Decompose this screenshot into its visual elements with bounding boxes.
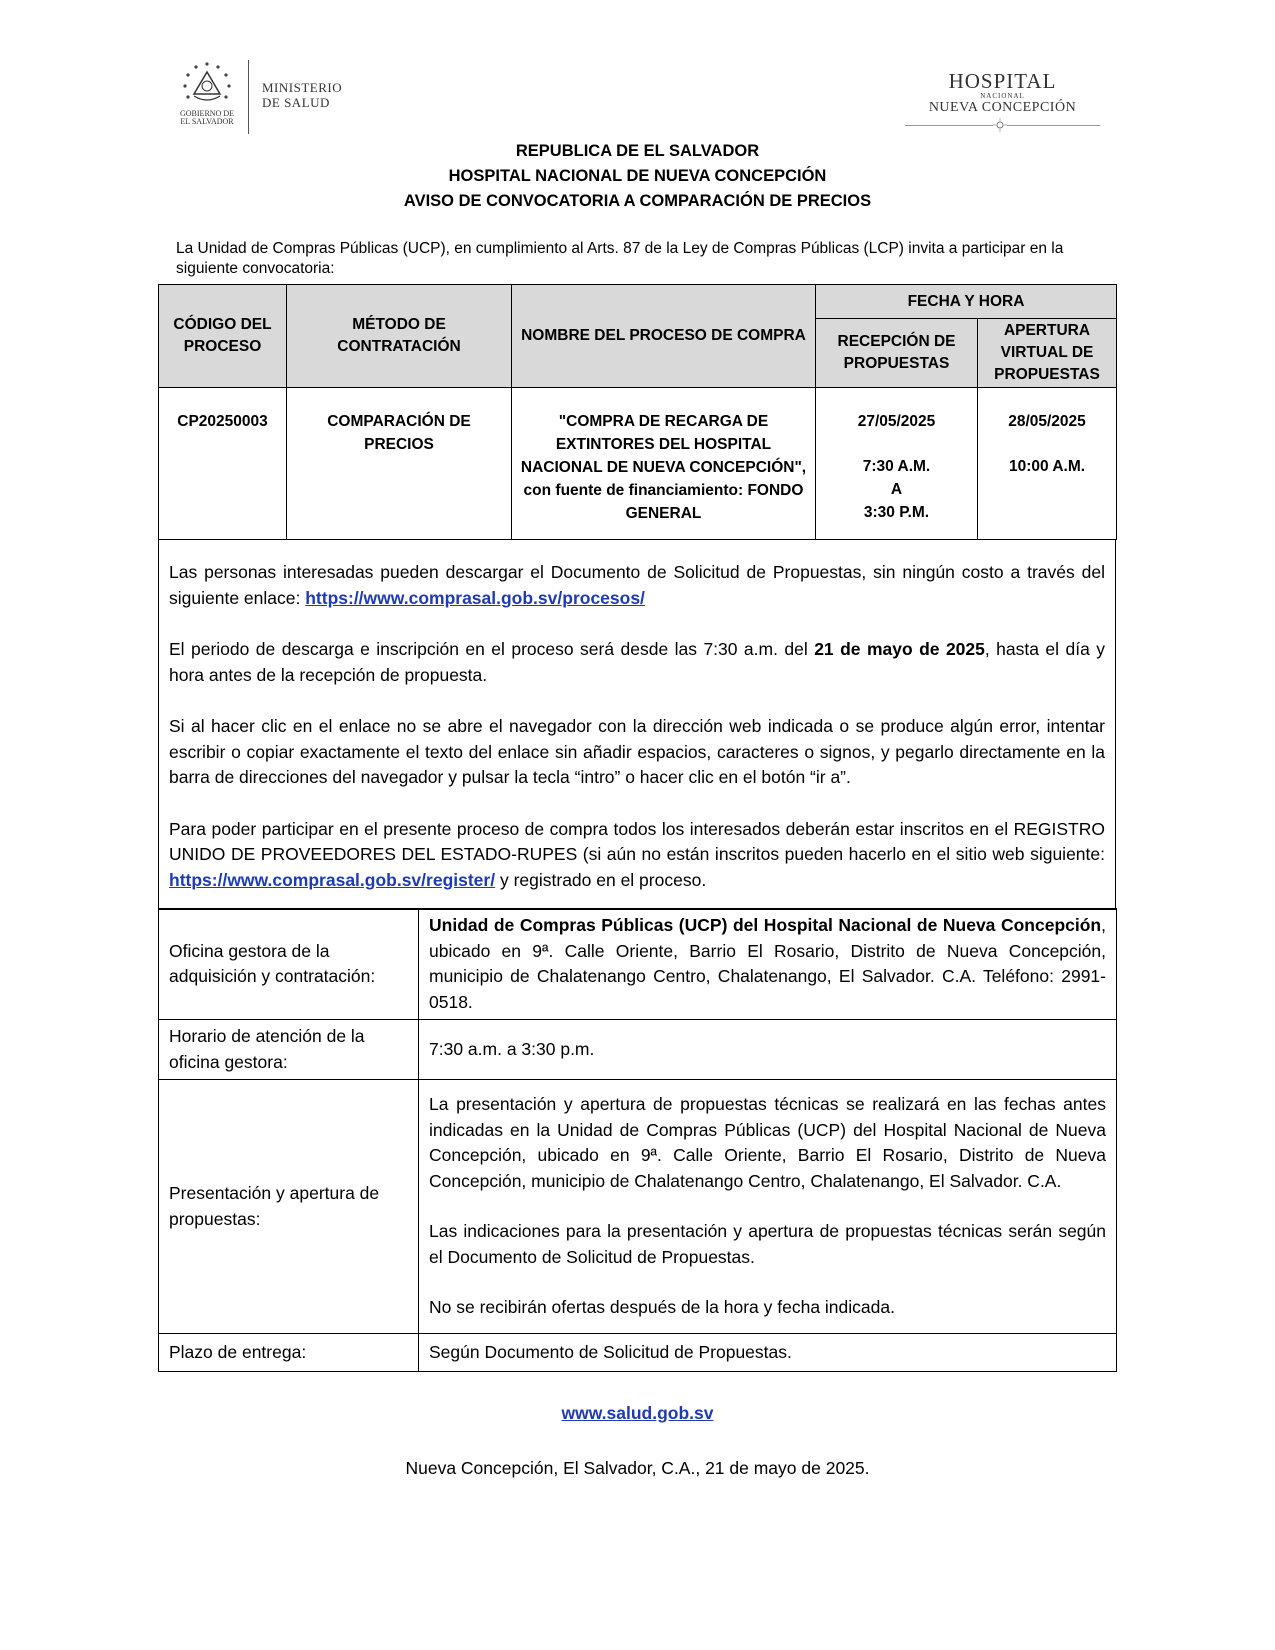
ministry-logo (176, 58, 366, 136)
table-row (159, 1020, 1117, 1080)
header-reception: RECEPCIÓN DE PROPUESTAS (816, 319, 978, 388)
salud-website-link[interactable]: www.salud.gob.sv (561, 1403, 714, 1423)
title-line-2: HOSPITAL NACIONAL DE NUEVA CONCEPCIÓN (448, 167, 827, 185)
ministry-name: MINISTERIO DE SALUD (262, 80, 343, 110)
hours-label: Horario de atención de la oficina gestora: (159, 1020, 419, 1080)
delivery-value: Según Documento de Solicitud de Propuestas. (419, 1334, 1117, 1372)
table-row (159, 1334, 1117, 1372)
hospital-logo: HOSPITAL NACIONAL NUEVA CONCEPCIÓN (895, 70, 1110, 142)
header-date-group: FECHA Y HORA (816, 285, 1117, 319)
document-title (0, 139, 1275, 214)
header-code: CÓDIGO DEL PROCESO (159, 285, 287, 388)
presentation-value: La presentación y apertura de propuestas técnicas se realizará en las fechas antes indicadas en la Unidad de Compras Públicas (UCP) del Hospital Nacional de Nueva Concepción, ubicado en 9ª. Calle Oriente, Barrio El Rosario, Distrito de Nueva Concepción, municipio de Chalatenango Centro, Chalatenango, El Salvador. C.A. Las indicaciones para la presentación y apertura de propuestas técnicas serán según el Documento de Solicitud de Propuestas. No se recibirán ofertas después de la hora y fecha indicada. (419, 1080, 1117, 1334)
header-opening: APERTURA VIRTUAL DE PROPUESTAS (978, 319, 1117, 388)
period-paragraph: El periodo de descarga e inscripción en el proceso será desde las 7:30 a.m. del 21 de mayo de 2025, hasta el día y hora antes de la recepción de propuesta. (169, 639, 1105, 685)
instructions-box (158, 539, 1116, 910)
header-name: NOMBRE DEL PROCESO DE COMPRA (512, 285, 816, 388)
download-paragraph: Las personas interesadas pueden descargar el Documento de Solicitud de Propuestas, sin ningún costo a través del siguiente enlace: https://www.comprasal.gob.sv/procesos/ (169, 562, 1105, 608)
intro-paragraph: La Unidad de Compras Públicas (UCP), en cumplimiento al Arts. 87 de la Ley de Compras Públicas (LCP) invita a participar en la siguiente convocatoria: (176, 240, 1064, 277)
hospital-logo-rule (895, 118, 1110, 132)
header-method: MÉTODO DE CONTRATACIÓN (287, 285, 512, 388)
cell-reception: 27/05/2025 7:30 A.M. A 3:30 P.M. (816, 388, 978, 540)
procesos-link[interactable]: https://www.comprasal.gob.sv/procesos/ (305, 587, 645, 608)
register-link[interactable]: https://www.comprasal.gob.sv/register/ (169, 869, 496, 890)
info-table (158, 908, 1117, 1372)
footer-link-wrap (0, 1403, 1275, 1424)
table-row (159, 1080, 1117, 1334)
sun-emblem-icon (993, 118, 1007, 132)
table-row (159, 909, 1117, 1020)
title-line-1: REPUBLICA DE EL SALVADOR (515, 142, 760, 160)
office-label: Oficina gestora de la adquisición y contratación: (159, 909, 419, 1020)
hours-value: 7:30 a.m. a 3:30 p.m. (419, 1020, 1117, 1080)
cell-name: "COMPRA DE RECARGA DE EXTINTORES DEL HOSPITAL NACIONAL DE NUEVA CONCEPCIÓN", con fuente de financiamiento: FONDO GENERAL (512, 388, 816, 540)
cell-opening: 28/05/2025 10:00 A.M. (978, 388, 1117, 540)
logo-divider (248, 60, 249, 134)
table-row (159, 388, 1117, 540)
office-value: Unidad de Compras Públicas (UCP) del Hospital Nacional de Nueva Concepción, ubicado en 9ª. Calle Oriente, Barrio El Rosario, Distrito de Nueva Concepción, municipio de Chalatenango Centro, Chalatenango, El Salvador. C.A. Teléfono: 2991-0518. (419, 909, 1117, 1020)
seal-caption: GOBIERNO DE EL SALVADOR (180, 109, 234, 126)
title-line-3: AVISO DE CONVOCATORIA A COMPARACIÓN DE PRECIOS (403, 192, 872, 210)
cell-code: CP20250003 (159, 388, 287, 540)
cell-method: COMPARACIÓN DE PRECIOS (287, 388, 512, 540)
process-table (158, 284, 1117, 540)
presentation-label: Presentación y apertura de propuestas: (159, 1080, 419, 1334)
delivery-label: Plazo de entrega: (159, 1334, 419, 1372)
registration-paragraph: Para poder participar en el presente proceso de compra todos los interesados deberán estar inscritos en el REGISTRO UNIDO DE PROVEEDORES DEL ESTADO-RUPES (si aún no están inscritos pueden hacerlo en el sitio web siguiente: https://www.comprasal.gob.sv/register/ y registrado en el proceso. (169, 818, 1105, 890)
place-and-date: Nueva Concepción, El Salvador, C.A., 21 de mayo de 2025. (405, 1458, 870, 1478)
link-help-paragraph: Si al hacer clic en el enlace no se abre el navegador con la dirección web indicada o se produce algún error, intentar escribir o copiar exactamente el texto del enlace sin añadir espacios, caracteres o signos, y pegarlo directamente en la barra de direcciones del navegador y pulsar la tecla “intro” o hacer clic en el botón “ir a”. (169, 716, 1105, 787)
